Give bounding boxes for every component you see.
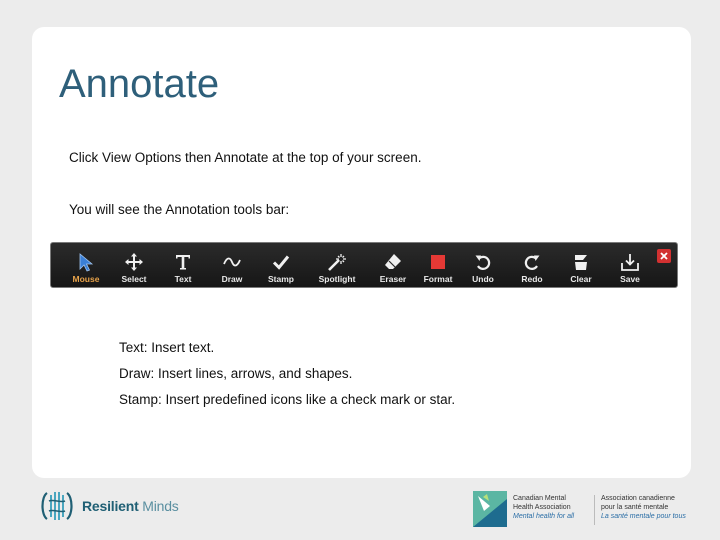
redo-icon — [522, 252, 542, 272]
clear-icon — [571, 252, 591, 272]
eraser-icon — [383, 252, 403, 272]
tool-redo[interactable] — [506, 243, 558, 287]
tool-label: Mouse — [72, 274, 100, 284]
tool-undo[interactable] — [457, 243, 509, 287]
tool-clear[interactable] — [555, 243, 607, 287]
tool-select[interactable] — [108, 243, 160, 287]
toolbar-close-button[interactable] — [657, 249, 671, 263]
brain-logo-icon — [38, 487, 76, 525]
close-icon — [657, 249, 671, 263]
move-icon — [124, 252, 144, 272]
save-icon — [620, 252, 640, 272]
tool-stamp[interactable] — [255, 243, 307, 287]
tool-label: Redo — [521, 274, 543, 284]
cmha-mark-icon — [473, 491, 507, 527]
tool-label: Stamp — [268, 274, 294, 284]
bullet-draw-tool: Draw: Insert lines, arrows, and shapes. — [119, 366, 353, 381]
resilient-minds-logo — [38, 486, 179, 526]
tool-label: Spotlight — [318, 274, 356, 284]
tool-label: Text — [174, 274, 192, 284]
text-icon — [173, 252, 193, 272]
undo-icon — [473, 252, 493, 272]
page-title: Annotate — [59, 62, 220, 106]
tool-spotlight[interactable] — [311, 243, 363, 287]
bullet-text-tool: Text: Insert text. — [119, 340, 215, 355]
tool-label: Clear — [570, 274, 592, 284]
spotlight-icon — [327, 252, 347, 272]
cmha-logo — [473, 491, 703, 527]
tool-label: Select — [121, 274, 147, 284]
tool-draw[interactable] — [206, 243, 258, 287]
instruction-line-2: You will see the Annotation tools bar: — [69, 202, 290, 217]
annotation-toolbar — [50, 242, 678, 288]
format-icon — [428, 252, 448, 272]
checkmark-icon — [271, 252, 291, 272]
tool-text[interactable] — [157, 243, 209, 287]
tool-save[interactable] — [604, 243, 656, 287]
instruction-line-1: Click View Options then Annotate at the top of your screen. — [69, 150, 422, 165]
mouse-pointer-icon — [76, 252, 96, 272]
tool-label: Eraser — [379, 274, 407, 284]
tool-label: Format — [423, 274, 453, 284]
brand-name: Resilient Minds — [82, 498, 179, 514]
tool-label: Save — [620, 274, 640, 284]
tool-label: Draw — [221, 274, 243, 284]
cmha-french-name: Association canadienne pour la santé mentale La santé mentale pour tous — [601, 495, 686, 520]
tool-label: Undo — [472, 274, 494, 284]
logo-divider — [594, 495, 595, 525]
bullet-stamp-tool: Stamp: Insert predefined icons like a check mark or star. — [119, 392, 456, 407]
draw-icon — [222, 252, 242, 272]
tool-mouse[interactable] — [60, 243, 112, 287]
cmha-english-name: Canadian Mental Health Association Mental health for all — [513, 495, 575, 520]
